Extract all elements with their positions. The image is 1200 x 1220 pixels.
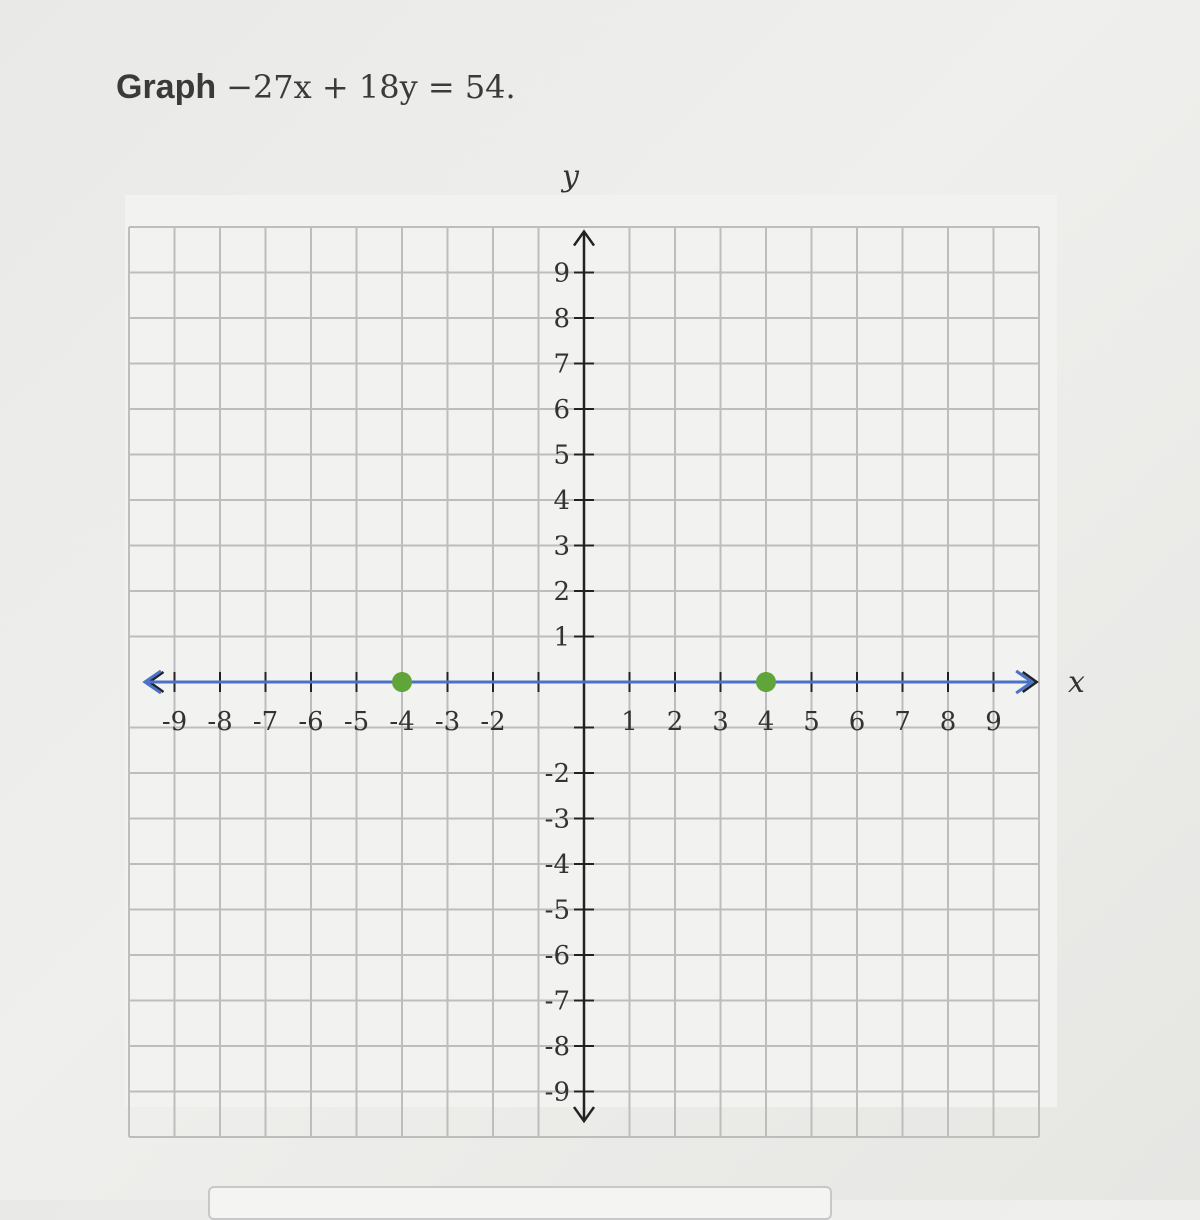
- y-tick-label: -5: [544, 895, 570, 926]
- x-tick-label: 4: [757, 707, 775, 737]
- y-tick-label: 3: [553, 531, 570, 562]
- x-tick-label: -5: [343, 707, 370, 737]
- y-axis-label: y: [562, 159, 579, 194]
- x-tick-label: -7: [252, 707, 279, 737]
- y-tick-label: 8: [553, 304, 570, 334]
- draggable-point[interactable]: [392, 672, 412, 692]
- y-tick-label: 6: [553, 395, 570, 425]
- y-tick-label: -8: [544, 1032, 570, 1062]
- x-tick-label: -6: [298, 707, 324, 737]
- y-tick-label: 5: [553, 440, 570, 471]
- y-tick-label: 7: [553, 349, 570, 380]
- x-tick-label: 3: [712, 707, 729, 737]
- answer-input-box[interactable]: [208, 1186, 832, 1220]
- y-tick-label: 2: [553, 577, 570, 607]
- x-tick-label: -2: [480, 707, 506, 737]
- x-tick-label: -4: [389, 707, 415, 737]
- y-tick-label: -7: [544, 986, 570, 1017]
- x-tick-label: 5: [803, 707, 820, 737]
- y-tick-label: -3: [544, 804, 570, 835]
- y-tick-label: -2: [544, 759, 570, 789]
- x-axis-label: x: [1068, 665, 1085, 700]
- y-tick-label: -9: [544, 1077, 570, 1108]
- x-tick-label: -3: [434, 707, 461, 737]
- x-tick-label: 6: [848, 707, 866, 737]
- x-tick-label: 9: [985, 707, 1002, 737]
- x-tick-label: 7: [894, 707, 911, 737]
- y-tick-label: 1: [553, 622, 570, 653]
- prompt-equation: −27x + 18y = 54.: [226, 68, 516, 106]
- x-tick-label: 2: [666, 707, 684, 737]
- y-tick-label: 9: [553, 258, 570, 289]
- x-tick-label: 1: [621, 707, 638, 737]
- draggable-point[interactable]: [756, 672, 776, 692]
- y-tick-label: 4: [553, 486, 570, 516]
- x-tick-label: 8: [939, 707, 957, 737]
- x-tick-label: -9: [161, 707, 188, 737]
- x-tick-label: -8: [207, 707, 233, 737]
- prompt-word: Graph: [116, 68, 217, 106]
- y-tick-label: -6: [544, 941, 570, 971]
- y-tick-label: -4: [544, 850, 570, 880]
